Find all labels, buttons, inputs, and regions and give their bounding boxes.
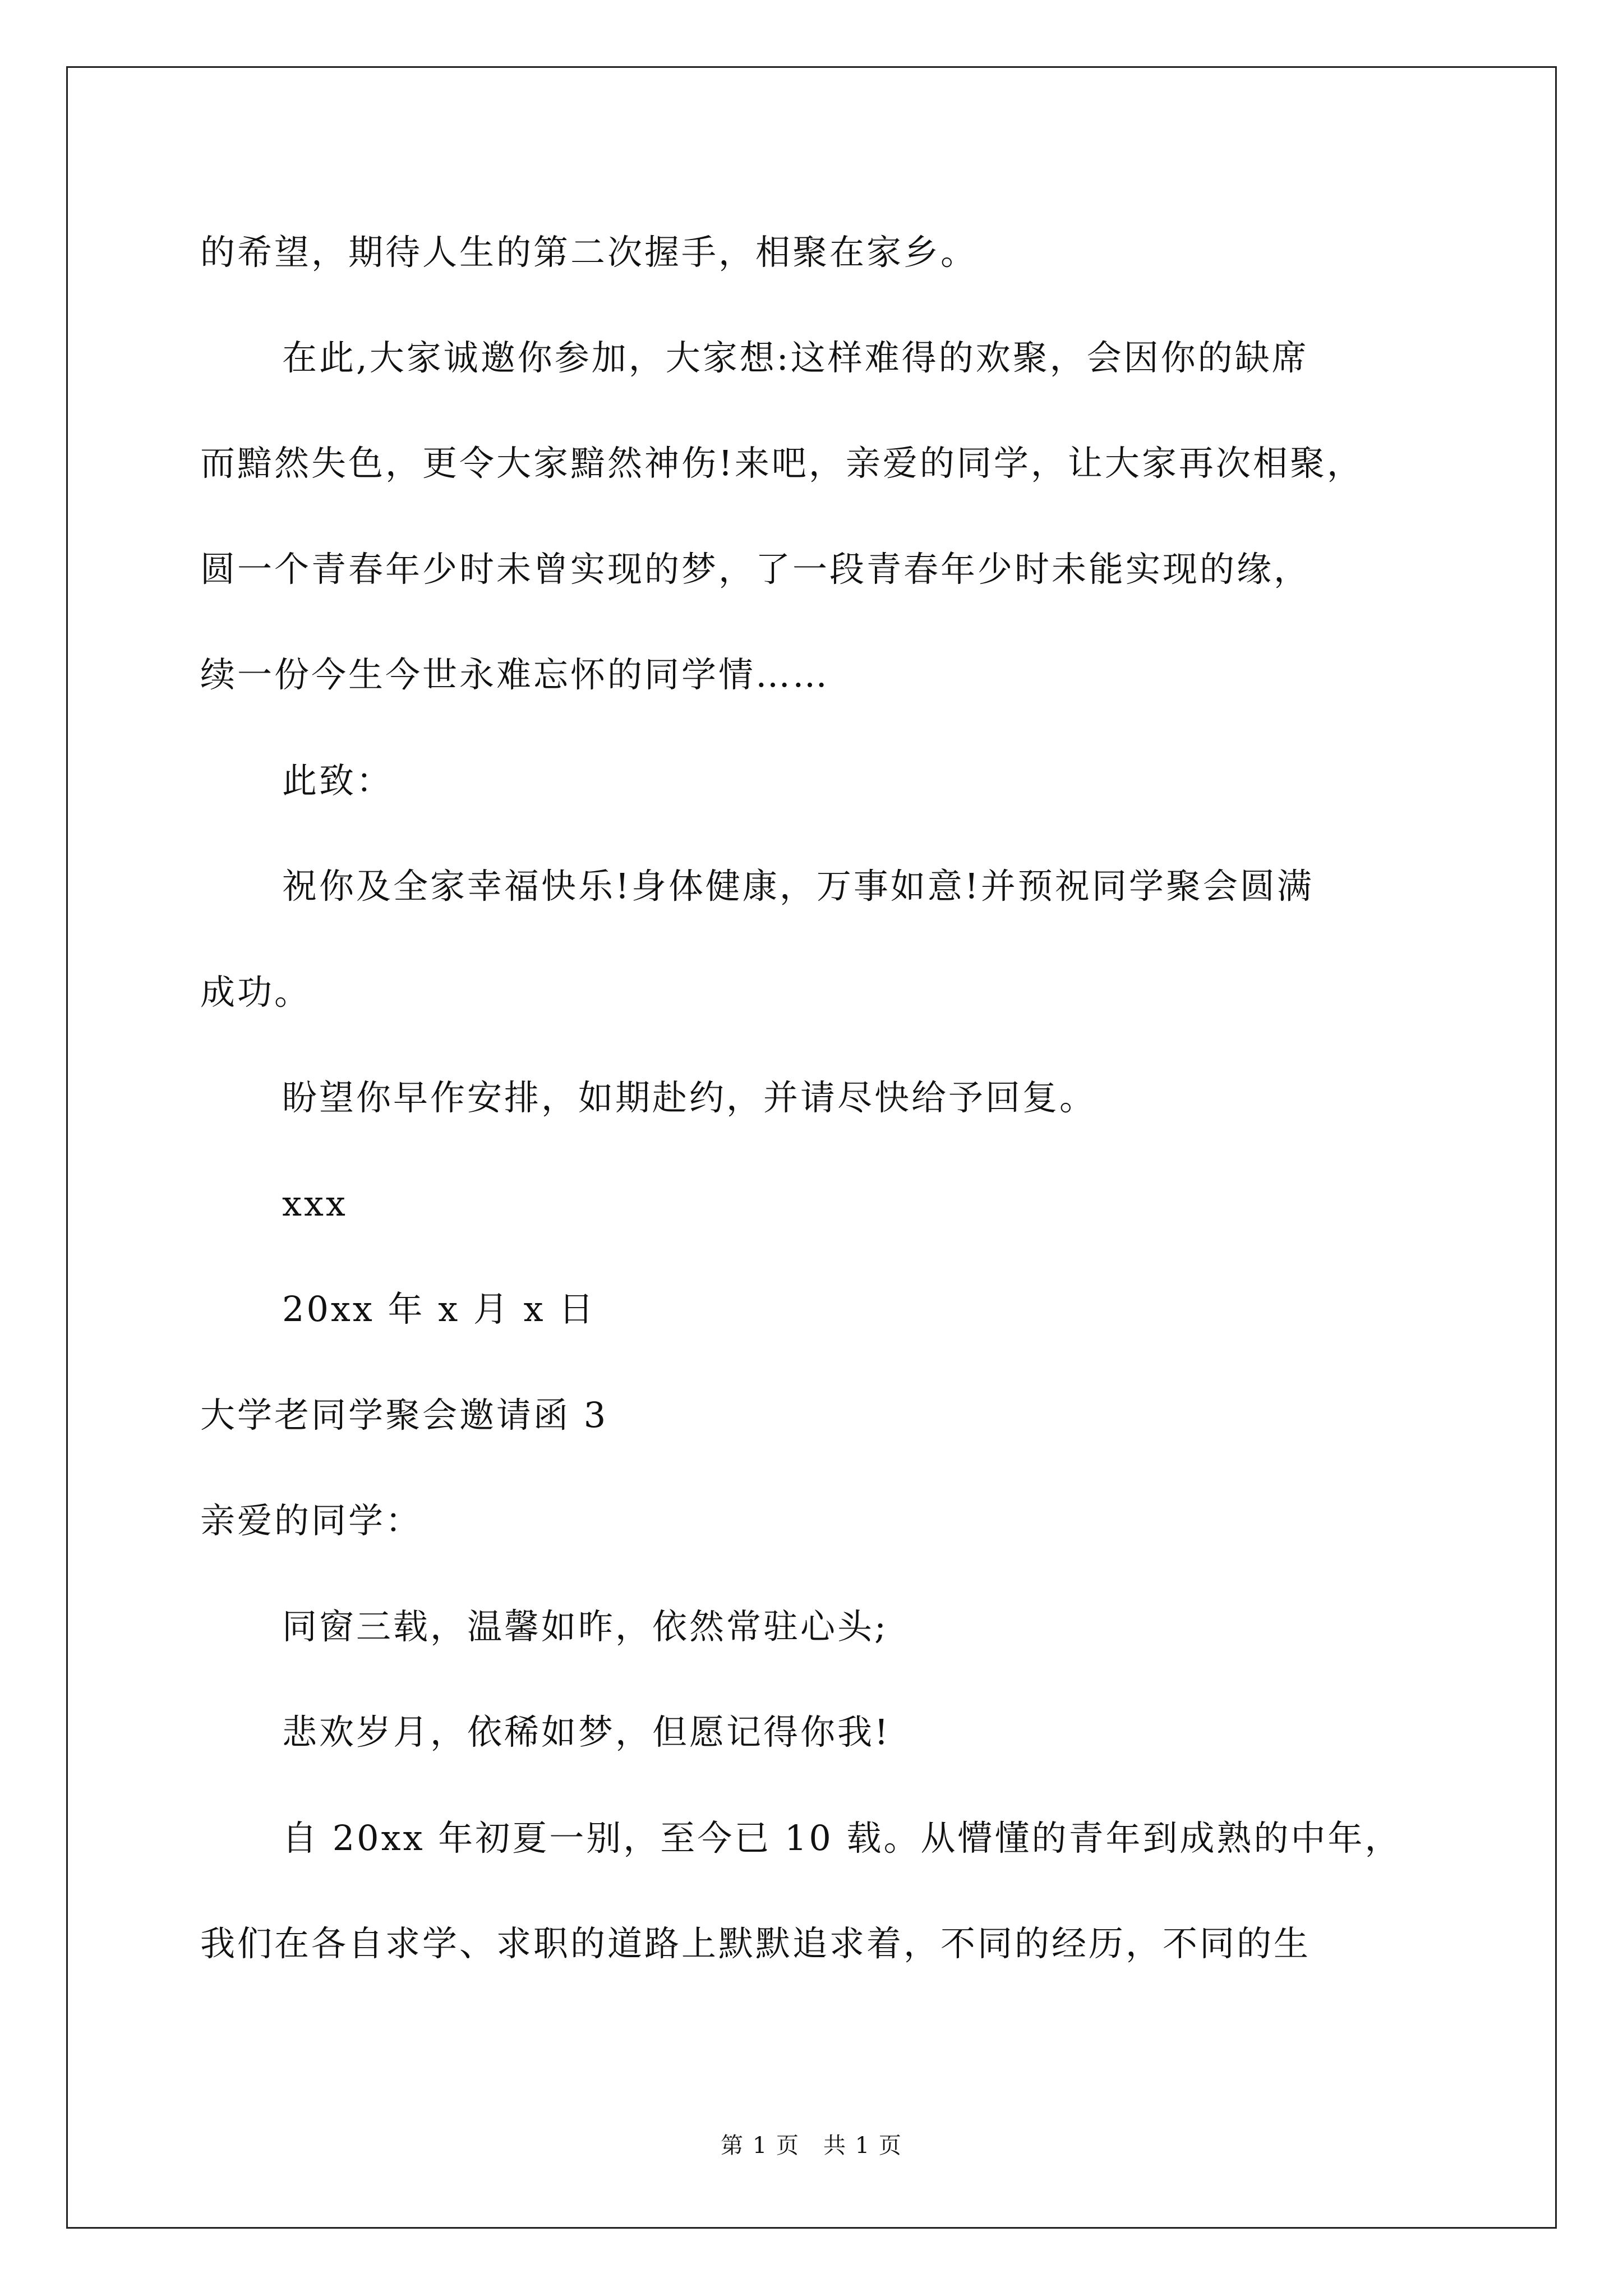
closing-salutation: 此致： bbox=[282, 760, 394, 801]
page-border bbox=[66, 66, 1557, 2229]
paragraph-line: 圆一个青春年少时未曾实现的梦，了一段青春年少时未能实现的缘， bbox=[200, 549, 1311, 590]
paragraph-line: 同窗三载，温馨如昨，依然常驻心头; bbox=[282, 1606, 888, 1647]
paragraph-line: 自 20xx 年初夏一别，至今已 10 载。从懵懂的青年到成熟的中年， bbox=[282, 1818, 1402, 1858]
page-footer: 第 1 页 共 1 页 bbox=[721, 2133, 902, 2159]
signature: xxx bbox=[282, 1183, 348, 1224]
paragraph-line: 续一份今生今世永难忘怀的同学情…… bbox=[200, 654, 830, 695]
paragraph-line: 在此,大家诚邀你参加，大家想:这样难得的欢聚，会因你的缺席 bbox=[282, 337, 1309, 378]
greeting: 亲爱的同学： bbox=[200, 1500, 423, 1541]
date-line: 20xx 年 x 月 x 日 bbox=[282, 1289, 596, 1329]
paragraph-line: 祝你及全家幸福快乐!身体健康，万事如意!并预祝同学聚会圆满 bbox=[282, 866, 1314, 907]
paragraph-line: 的希望，期待人生的第二次握手，相聚在家乡。 bbox=[200, 232, 978, 273]
paragraph-line: 而黯然失色，更令大家黯然神伤!来吧，亲爱的同学，让大家再次相聚， bbox=[200, 443, 1364, 484]
paragraph-line: 悲欢岁月，依稀如梦，但愿记得你我! bbox=[282, 1711, 891, 1752]
paragraph-line: 盼望你早作安排，如期赴约，并请尽快给予回复。 bbox=[282, 1077, 1097, 1118]
paragraph-line: 成功。 bbox=[200, 972, 312, 1013]
section-title: 大学老同学聚会邀请函 3 bbox=[200, 1395, 608, 1435]
paragraph-line: 我们在各自求学、求职的道路上默默追求着，不同的经历，不同的生 bbox=[200, 1923, 1311, 1964]
